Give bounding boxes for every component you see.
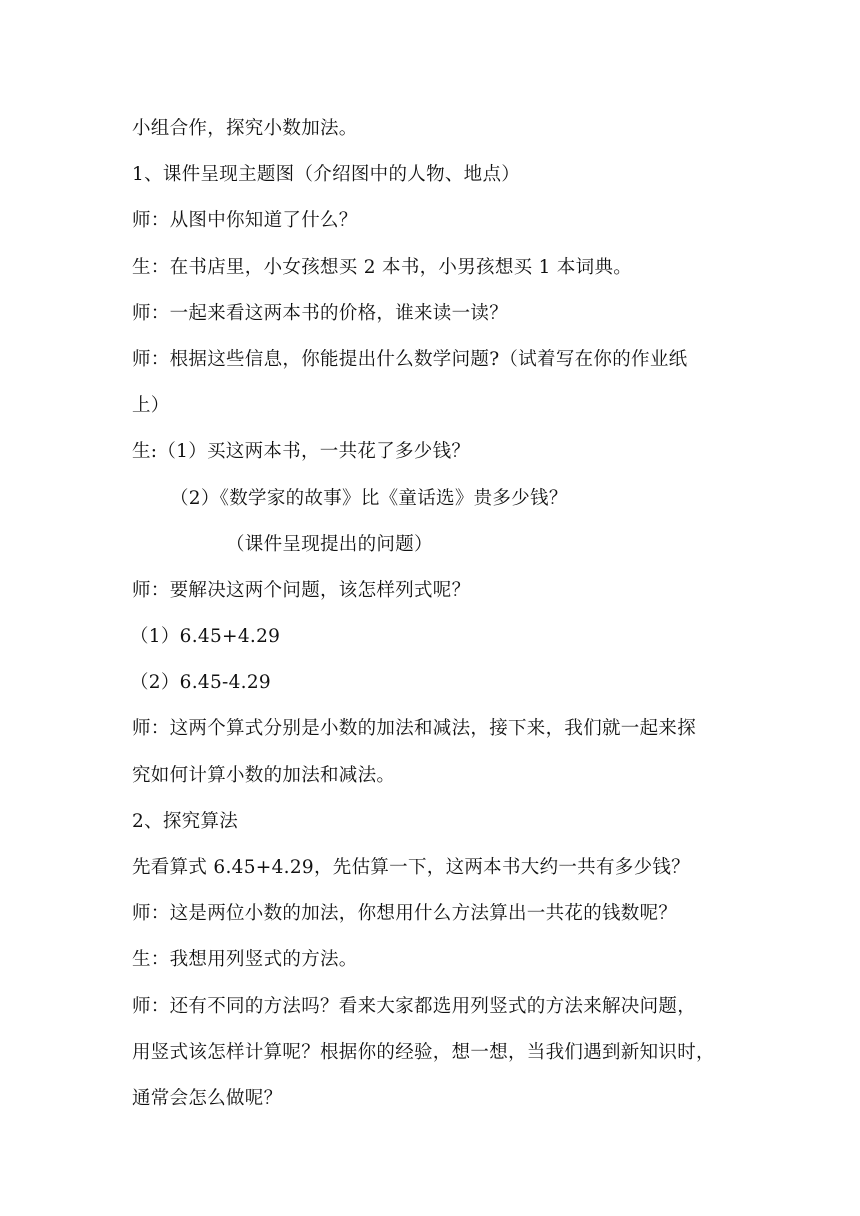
section-heading: 2、探究算法 xyxy=(132,810,239,832)
paragraph-line: （2）《数学家的故事》比《童话选》贵多少钱？ xyxy=(170,487,568,509)
paragraph-line: 师：根据这些信息，你能提出什么数学问题?（试着写在你的作业纸 xyxy=(132,348,688,370)
equation-line: （2）6.45-4.29 xyxy=(130,672,272,694)
paragraph-line: 小组合作，探究小数加法。 xyxy=(132,118,358,139)
paragraph-line: 先看算式 6.45+4.29，先估算一下，这两本书大约一共有多少钱？ xyxy=(132,857,690,878)
paragraph-line: 师：一起来看这两本书的价格，谁来读一读？ xyxy=(132,302,509,324)
paragraph-line: 师：这两个算式分别是小数的加法和减法，接下来，我们就一起来探 xyxy=(132,718,697,740)
equation-line: （1）6.45+4.29 xyxy=(130,626,281,648)
paragraph-line: 师：这是两位小数的加法，你想用什么方法算出一共花的钱数呢？ xyxy=(132,903,678,925)
paragraph-line: 上） xyxy=(132,395,170,417)
paragraph-line: 通常会怎么做呢？ xyxy=(132,1087,283,1109)
paragraph-line: 生：在书店里，小女孩想买 2 本书，小男孩想买 1 本词典。 xyxy=(132,256,633,278)
document-body xyxy=(132,110,732,1126)
paragraph-line: （课件呈现提出的问题） xyxy=(226,533,433,555)
paragraph-line: 生:（1）买这两本书，一共花了多少钱？ xyxy=(132,441,471,463)
paragraph-line: 1、课件呈现主题图（介绍图中的人物、地点） xyxy=(132,164,521,186)
paragraph-line: 生：我想用列竖式的方法。 xyxy=(132,949,358,971)
paragraph-line: 师：要解决这两个问题，该怎样列式呢？ xyxy=(132,579,471,601)
paragraph-line: 究如何计算小数的加法和减法。 xyxy=(132,764,396,786)
paragraph-line: 师：还有不同的方法吗？看来大家都选用列竖式的方法来解决问题， xyxy=(132,995,697,1017)
paragraph-line: 用竖式该怎样计算呢？根据你的经验，想一想，当我们遇到新知识时， xyxy=(132,1041,715,1063)
paragraph-line: 师：从图中你知道了什么？ xyxy=(132,210,358,232)
